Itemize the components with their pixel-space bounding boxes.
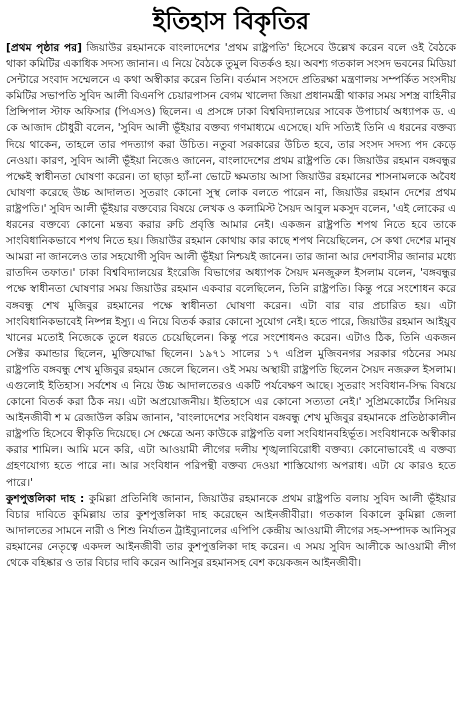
article-body [6, 40, 456, 571]
second-paragraph [6, 491, 456, 571]
second-paragraph-text: কুমিল্লা প্রতিনিধি জানান, জিয়াউর রহমানকে প্রথম রাষ্ট্রপতি বলায় সুবিদ আলী ভূঁইয়ার বিচার দাবিতে কুমিল্লায় তার কুশপুত্তলিকা দাহ করেছেন আইনজীবীরা। গতকাল বিকালে কুমিল্লা জেলা আদালতের সামনে নারী ও শিশু নির্যাতন ট্রাইব্যুনালের এপিপি কেন্দ্রীয় আওয়ামী লীগের সহ-সম্পাদক আনিসুর রহমানের নেতৃত্বে একদল আইনজীবী তার কুশপুত্তলিকা দাহ করেন। এ সময় সুবিদ আলীকে আওয়ামী লীগ থেকে বহিষ্কার ও তার বিচার দাবি করেন আনিসুর রহমানসহ বেশ কয়েকজন আইনজীবী। [6, 492, 457, 569]
lead-paragraph-text: জিয়াউর রহমানকে বাংলাদেশের 'প্রথম রাষ্ট্রপতি' হিসেবে উল্লেখ করেন বলে ওই বৈঠকে থাকা কমিটির একাধিক সদস্য জানান। এ নিয়ে বৈঠকে তুমুল বিতর্কও হয়। অবশ্য গতকাল সংসদ ভবনের মিডিয়া সেন্টারে সংবাদ সম্মেলনে এ কথা অস্বীকার করেন তিনি। বর্তমান সংসদে প্রতিরক্ষা মন্ত্রণালয় সম্পর্কিত সংসদীয় কমিটির সভাপতি সুবিদ আলী বিএনপি চেয়ারপাসন বেগম খালেদা জিয়া প্রধানমন্ত্রী থাকার সময় সশস্ত্র বাহিনীর প্রিন্সিপাল স্টাফ অফিসার (পিএসও) ছিলেন। এ প্রসঙ্গে ঢাকা বিশ্ববিদ্যালয়ের সাবেক উপাচার্য অধ্যাপক ড. এ কে আজাদ চৌধুরী বলেন, 'সুবিদ আলী ভূঁইয়ার বক্তব্য গণমাধ্যমে এসেছে। যদি সত্যিই তিনি এ ধরনের বক্তব্য দিয়ে থাকেন, তাহলে তার পদত্যাগ করা উচিত। নতুবা সরকারের উচিত হবে, তার সংসদ সদস্য পদ কেড়ে নেওয়া। কারণ, সুবিদ আলী ভূঁইয়া নিজেও জানেন, বাংলাদেশের প্রথম রাষ্ট্রপতি কে। জিয়াউর রহমান বঙ্গবন্ধুর পক্ষেই স্বাধীনতা ঘোষণা করেন। তা ছাড়া হ্যাঁ-না ভোটে ক্ষমতায় আসা জিয়াউর রহমানের শাসনামলকে অবৈধ ঘোষণা করেছে উচ্চ আদালত। সুতরাং কোনো সুস্থ লোক বলতে পারেন না, জিয়াউর রহমান দেশের প্রথম রাষ্ট্রপতি।' সুবিদ আলী ভূঁইয়ার বক্তব্যের বিষয়ে লেখক ও কলামিস্ট সৈয়দ আবুল মকসুদ বলেন, 'এই লোকের এ ধরনের বক্তব্যে কোনো মন্তব্য করার রুচি প্রবৃত্তি আমার নেই। একজন রাষ্ট্রপতি শপথ নিতে হবে তাকে সাংবিধানিকভাবে শপথ নিতে হয়। জিয়াউর রহমান কোথায় কার কাছে শপথ নিয়েছিলেন, সে কথা দেশের মানুষ আমরা না জানলেও তার সহযোগী সুবিদ আলী ভূঁইয়া নিশ্চয়ই জানেন। তার জানা আর দেশবাসীর জানার মধ্যে রাতদিন তফাত।' ঢাকা বিশ্ববিদ্যালয়ের ইংরেজি বিভাগের অধ্যাপক সৈয়দ মনজুরুল ইসলাম বলেন, 'বঙ্গবন্ধুর পক্ষে স্বাধীনতা ঘোষণার সময় জিয়াউর রহমান একবার বলেছিলেন, তিনি রাষ্ট্রপতি। কিন্তু পরে সংশোধন করে বঙ্গবন্ধু শেখ মুজিবুর রহমানের পক্ষে স্বাধীনতা ঘোষণা করেন। এটা বার বার প্রচারিত হয়। এটা সাংবিধানিকভাবেই নিষ্পন্ন ইস্যু। এ নিয়ে বিতর্ক করার কোনো সুযোগ নেই। হতে পারে, জিয়াউর রহমান আইয়ুব খানের মতোই নিজেকে তুলে ধরতে চেয়েছিলেন। কিন্তু পরে সংশোধনও করেন। এটাও ঠিক, তিনি একজন সেক্টর কমান্ডার ছিলেন, মুক্তিযোদ্ধা ছিলেন। ১৯৭১ সালের ১৭ এপ্রিল মুজিবনগর সরকার গঠনের সময় রাষ্ট্রপতি বঙ্গবন্ধু শেখ মুজিবুর রহমান জেলে ছিলেন। ওই সময় অস্থায়ী রাষ্ট্রপতি ছিলেন সৈয়দ নজরুল ইসলাম। এগুলোই ইতিহাস। সর্বশেষ এ নিয়ে উচ্চ আদালতেরও একটি পর্যবেক্ষণ আছে। সুতরাং সংবিধান-সিদ্ধ বিষয়ে কোনো বিতর্ক করা ঠিক নয়। এটা অপ্রয়োজনীয়। ইতিহাসে এর কোনো সত্যতা নেই।' সুপ্রিমকোর্টের সিনিয়র আইনজীবী শ ম রেজাউল করিম জানান, 'বাংলাদেশের সংবিধান বঙ্গবন্ধু শেখ মুজিবুর রহমানকে প্রতিষ্ঠাকালীন রাষ্ট্রপতি হিসেবে স্বীকৃতি দিয়েছে। সে ক্ষেত্রে অন্য কাউকে রাষ্ট্রপতি বলা সংবিধানবহির্ভূত। সংবিধানকে অস্বীকার করার শামিল। আমি মনে করি, এটা আওয়ামী লীগের দলীয় শৃঙ্খলাবিরোধী বক্তব্য। কোনোভাবেই এ বক্তব্য গ্রহণযোগ্য হতে পারে না। আর সংবিধান পরিপন্থী বক্তব্য দেওয়া শাস্তিযোগ্য অপরাধ। এটা যে কারও হতে পারে।' [6, 42, 456, 489]
continuation-tag: [প্রথম পৃষ্ঠার পর] [6, 42, 82, 54]
headline: ইতিহাস বিকৃতির [152, 6, 310, 35]
lead-paragraph [6, 40, 456, 491]
subhead-tag: কুশপুত্তলিকা দাহ : [6, 492, 85, 505]
